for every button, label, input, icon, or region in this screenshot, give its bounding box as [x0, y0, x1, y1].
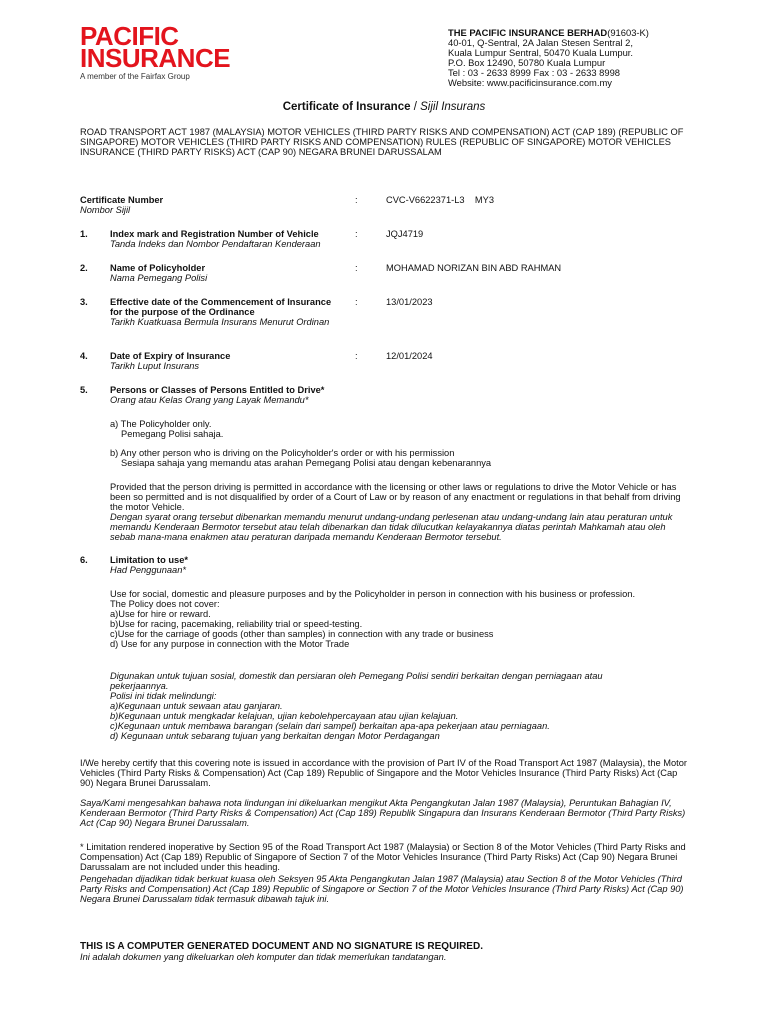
limitation-note-en: * Limitation rendered inoperative by Section 95 of the Road Transport Act 1987 (Malaysia) or Section 8 of the Motor Vehicles (Third Party Risks and Compensation) Act (Cap 189) Republic of Singapore of Section 7 of the Motor Vehicles Insurance (Third Party Risks) Act (Cap 90) Negara Brunei Darussalam are not included under this heading.: [80, 842, 686, 872]
colon: :: [355, 263, 358, 273]
option-a-en: a) The Policyholder only.: [110, 419, 212, 429]
limitation-line: Use for social, domestic and pleasure purposes and by the Policyholder in person in connection with his business or profession.: [110, 589, 636, 599]
logo-line-1: PACIFIC: [80, 21, 179, 51]
limitation-line-ms: Polisi ini tidak melindungi:: [110, 691, 217, 701]
item-label-ms: Tarikh Luput Insurans: [110, 361, 200, 371]
certificate-number-value: CVC-V6622371-L3 MY3: [386, 195, 495, 205]
use-limitation-en: [110, 589, 690, 649]
company-name: THE PACIFIC INSURANCE BERHAD: [448, 27, 608, 38]
option-b-ms: Sesiapa sahaja yang memandu atas arahan Pemegang Polisi atau dengan kebenarannya: [121, 458, 492, 468]
section-label: Limitation to use*: [110, 555, 188, 565]
company-website: Website: www.pacificinsurance.com.my: [448, 77, 612, 88]
title-en: Certificate of Insurance: [282, 101, 411, 113]
proviso-ms: Dengan syarat orang tersebut dibenarkan memandu menurut undang-undang perlesenan atau undang-undang lain atau peraturan untuk memandu Kenderaan Bermotor tersebut atau telah dibenarkan dan tidak dilucutkan kelayakannya diatas perintah Mahkamah atau oleh sebab mana-mana enakmen atau peraturan daripada memandu Kenderaan Bermotor tersebut.: [110, 512, 673, 542]
document-title: [0, 101, 768, 113]
limitation-line: c)Use for the carriage of goods (other than samples) in connection with any trade or business: [110, 629, 494, 639]
limitation-note-ms: Pengehadan dijadikan tidak berkuat kuasa oleh Seksyen 95 Akta Pengangkutan Jalan 1987 (Malaysia) atau Section 8 of the Motor Vehicles (Third Party Risks and Compensation) Act (Cap 189) Republic of Singapore or Section 7 of the Motor Vehicles Insurance (Third Party Risks) Act (Cap 90) Negara Brunei Darussalam tidak termasuk dibawah tajuk ini.: [80, 874, 684, 904]
limitation-line: The Policy does not cover:: [110, 599, 220, 609]
item-label-ms: Tarikh Kuatkuasa Bermula Insurans Menurut Ordinan: [110, 317, 330, 327]
company-phone: Tel : 03 - 2633 8999 Fax : 03 - 2633 8998: [448, 67, 620, 78]
title-ms: Sijil Insurans: [420, 101, 486, 113]
use-limitation-ms: [110, 671, 650, 741]
acts-statement: ROAD TRANSPORT ACT 1987 (MALAYSIA) MOTOR VEHICLES (THIRD PARTY RISKS AND COMPENSATION) ACT (CAP 189) (REPUBLIC OF SINGAPORE) MOTOR VEHICLES (THIRD PARTY RISKS AND COMPENSATION) RULES (REPUBLIC OF SINGAPORE) MOTOR VEHICLES INSURANCE (THIRD PARTY RISKS) ACT (CAP 90) NEGARA BRUNEI DARUSSALAM: [80, 127, 684, 157]
company-info: [448, 28, 649, 88]
registration-number-value: JQJ4719: [386, 229, 424, 239]
limitation-line-ms: a)Kegunaan untuk sewaan atau ganjaran.: [110, 701, 283, 711]
item-label: Effective date of the Commencement of Insurance for the purpose of the Ordinance: [110, 297, 332, 317]
limitation-line: d) Use for any purpose in connection with the Motor Trade: [110, 639, 350, 649]
item-label: Index mark and Registration Number of Vehicle: [110, 229, 319, 239]
limitation-line-ms: b)Kegunaan untuk mengkadar kelajuan, ujian kebolehpercayaan atau ujian kelajuan.: [110, 711, 459, 721]
driving-proviso: [110, 482, 690, 542]
company-address-2: Kuala Lumpur Sentral, 50470 Kuala Lumpur.: [448, 47, 634, 58]
logo-tagline: A member of the Fairfax Group: [80, 72, 190, 81]
section-label-ms: Had Penggunaan*: [110, 565, 186, 575]
item-number: 1.: [80, 229, 88, 239]
certification-ms: Saya/Kami mengesahkan bahawa nota lindungan ini dikeluarkan mengikut Akta Pengangkutan Jalan 1987 (Malaysia), Peruntukan Bahagian IV, Kenderaan Bermotor (Third Party Risks & Compensation) Act (Cap 189) Republik Singapura dan Insurans Kenderaan Bermotor (Third Party Risks) Act (Cap 90) Negara Brunei Darussalam.: [80, 798, 686, 828]
item-number: 3.: [80, 297, 88, 307]
footer-ms: Ini adalah dokumen yang dikeluarkan oleh komputer dan tidak memerlukan tandatangan.: [80, 952, 447, 962]
title-separator: /: [410, 101, 421, 113]
limitation-line-ms: Digunakan untuk tujuan sosial, domestik dan persiaran oleh Pemegang Polisi sendiri berkaitan dengan perniagaan atau pekerjaannya.: [110, 671, 603, 691]
item-label: Date of Expiry of Insurance: [110, 351, 231, 361]
proviso-en: Provided that the person driving is permitted in accordance with the licensing or other laws or regulations to drive the Motor Vehicle or has been so permitted and is not disqualified by order of a Court of Law or by reason of any enactment or regulations in that behalf from driving the motor Vehicle.: [110, 482, 681, 512]
colon: :: [355, 195, 358, 205]
item-label-ms: Nama Pemegang Polisi: [110, 273, 208, 283]
colon: :: [355, 297, 358, 307]
certificate-number-label-ms: Nombor Sijil: [80, 205, 131, 215]
item-number: 2.: [80, 263, 88, 273]
company-address-3: P.O. Box 12490, 50780 Kuala Lumpur: [448, 57, 606, 68]
limitation-line-ms: c)Kegunaan untuk membawa barangan (selain dari sampel) berkaitan apa-apa pekerjaan atau perniagaan.: [110, 721, 550, 731]
footer-en: THIS IS A COMPUTER GENERATED DOCUMENT AND NO SIGNATURE IS REQUIRED.: [80, 941, 483, 952]
effective-date-value: 13/01/2023: [386, 297, 433, 307]
item-label: Name of Policyholder: [110, 263, 206, 273]
logo-line-2: INSURANCE: [80, 43, 231, 73]
limitation-line-ms: d) Kegunaan untuk sebarang tujuan yang berkaitan dengan Motor Perdagangan: [110, 731, 440, 741]
company-logo: [80, 21, 231, 81]
section-label: Persons or Classes of Persons Entitled to Drive*: [110, 385, 325, 395]
limitation-line: b)Use for racing, pacemaking, reliability trial or speed-testing.: [110, 619, 363, 629]
certificate-number-label: Certificate Number: [80, 195, 164, 205]
section-number: 6.: [80, 555, 88, 565]
footer-notice: [80, 941, 483, 963]
driver-option-b: [110, 448, 690, 468]
item-number: 4.: [80, 351, 88, 361]
item-label-ms: Tanda Indeks dan Nombor Pendaftaran Kenderaan: [110, 239, 321, 249]
expiry-date-value: 12/01/2024: [386, 351, 433, 361]
option-a-ms: Pemegang Polisi sahaja.: [121, 429, 224, 439]
option-b-en: b) Any other person who is driving on the Policyholder's order or with his permission: [110, 448, 455, 458]
section-label-ms: Orang atau Kelas Orang yang Layak Memandu*: [110, 395, 309, 405]
driver-option-a: [110, 419, 690, 439]
policyholder-name-value: MOHAMAD NORIZAN BIN ABD RAHMAN: [386, 263, 562, 273]
certification-en: I/We hereby certify that this covering note is issued in accordance with the provision of Part IV of the Road Transport Act 1987 (Malaysia), the Motor Vehicles (Third Party Risks & Compensation) Act (Cap 189) Republic of Singapore and the Motor Vehicles Insurance (Third Party Risks) Act (Cap 90) Negara Brunei Darussalam.: [80, 758, 688, 788]
colon: :: [355, 229, 358, 239]
section-number: 5.: [80, 385, 88, 395]
limitation-line: a)Use for hire or reward.: [110, 609, 211, 619]
company-reg: (91603-K): [607, 27, 649, 38]
company-address-1: 40-01, Q-Sentral, 2A Jalan Stesen Sentral 2,: [448, 37, 634, 48]
colon: :: [355, 351, 358, 361]
